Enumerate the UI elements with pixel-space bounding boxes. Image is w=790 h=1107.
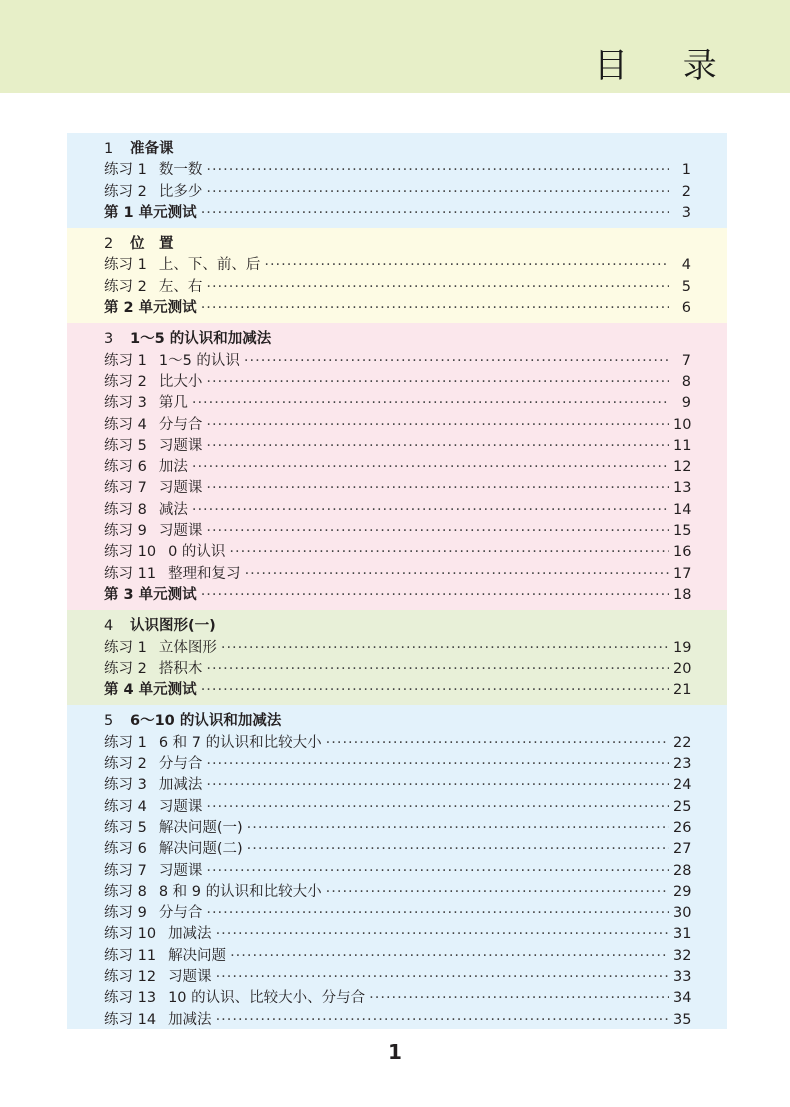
entry-page: 10 — [673, 416, 692, 433]
entry-label: 练习 13 — [104, 990, 157, 1007]
entry-label: 第 1 单元测试 — [104, 204, 197, 221]
entry-label: 练习 1 — [104, 639, 147, 656]
leader-dots — [206, 775, 669, 796]
section-title-text: 准备课 — [130, 141, 174, 157]
leader-dots — [247, 839, 669, 860]
leader-dots — [206, 754, 669, 775]
unit-test-entry[interactable] — [67, 680, 727, 701]
entry-page: 17 — [673, 565, 692, 582]
entry-label: 练习 11 — [104, 947, 157, 964]
toc-entry[interactable] — [67, 415, 727, 436]
entry-name: 解决问题(二) — [158, 841, 243, 858]
section-title-text: 位 置 — [130, 236, 174, 253]
toc-entry[interactable] — [67, 946, 727, 967]
entry-name: 比大小 — [158, 373, 203, 390]
section-number: 3 — [104, 331, 114, 348]
toc-entry[interactable] — [67, 818, 727, 839]
toc-entry[interactable] — [67, 924, 727, 945]
entry-page: 14 — [673, 501, 692, 518]
leader-dots — [221, 638, 669, 659]
leader-dots — [245, 564, 669, 585]
page-number: 1 — [388, 1040, 402, 1064]
table-of-contents — [67, 133, 727, 1029]
entry-label: 练习 2 — [104, 373, 147, 390]
leader-dots — [206, 861, 669, 882]
leader-dots — [201, 585, 669, 606]
entry-page: 2 — [681, 183, 691, 200]
entry-label: 练习 3 — [104, 777, 147, 794]
entry-label: 练习 7 — [104, 480, 147, 497]
entry-name: 上、下、前、后 — [158, 257, 261, 274]
leader-dots — [369, 988, 669, 1009]
leader-dots — [206, 659, 669, 680]
entry-name: 8 和 9 的认识和比较大小 — [158, 883, 322, 900]
toc-section-4 — [67, 610, 727, 705]
toc-entry[interactable] — [67, 754, 727, 775]
toc-section-1 — [67, 133, 727, 228]
section-title[interactable] — [67, 234, 727, 255]
toc-section-2 — [67, 228, 727, 323]
toc-entry[interactable] — [67, 839, 727, 860]
entry-page: 15 — [673, 523, 692, 540]
leader-dots — [192, 393, 669, 414]
entry-page: 29 — [673, 883, 692, 900]
entry-label: 练习 9 — [104, 905, 147, 922]
entry-label: 练习 4 — [104, 798, 147, 815]
toc-entry[interactable] — [67, 564, 727, 585]
entry-name: 分与合 — [158, 905, 203, 922]
entry-label: 练习 2 — [104, 183, 147, 200]
entry-page: 12 — [673, 459, 692, 476]
entry-label: 练习 2 — [104, 278, 147, 295]
toc-entry[interactable] — [67, 521, 727, 542]
leader-dots — [206, 903, 669, 924]
leader-dots — [206, 478, 669, 499]
entry-page: 20 — [673, 660, 692, 677]
entry-page: 9 — [681, 395, 691, 412]
leader-dots — [206, 521, 669, 542]
section-number: 5 — [104, 713, 114, 730]
entry-page: 22 — [673, 734, 692, 751]
toc-entry[interactable] — [67, 988, 727, 1009]
toc-entry[interactable] — [67, 967, 727, 988]
entry-name: 10 的认识、比较大小、分与合 — [168, 990, 366, 1007]
leader-dots — [201, 680, 669, 701]
entry-page: 32 — [673, 947, 692, 964]
entry-name: 习题课 — [158, 480, 203, 497]
section-number: 1 — [104, 141, 114, 157]
entry-page: 8 — [681, 373, 691, 390]
entry-name: 习题课 — [158, 862, 203, 879]
toc-entry[interactable] — [67, 478, 727, 499]
leader-dots — [230, 946, 669, 967]
toc-entry[interactable] — [67, 1010, 727, 1031]
section-title-text: 6～10 的认识和加减法 — [130, 713, 282, 730]
entry-label: 练习 10 — [104, 544, 157, 561]
toc-entry[interactable] — [67, 351, 727, 372]
entry-name: 习题课 — [158, 798, 203, 815]
leader-dots — [216, 1010, 669, 1031]
leader-dots — [206, 160, 669, 181]
toc-entry[interactable] — [67, 436, 727, 457]
leader-dots — [326, 882, 669, 903]
entry-page: 30 — [673, 905, 692, 922]
leader-dots — [192, 500, 669, 521]
entry-page: 26 — [673, 819, 692, 836]
entry-name: 习题课 — [158, 523, 203, 540]
entry-label: 练习 1 — [104, 352, 147, 369]
entry-label: 练习 12 — [104, 968, 157, 985]
toc-entry[interactable] — [67, 255, 727, 276]
entry-page: 24 — [673, 777, 692, 794]
toc-entry[interactable] — [67, 797, 727, 818]
entry-label: 练习 4 — [104, 416, 147, 433]
leader-dots — [206, 182, 669, 203]
leader-dots — [244, 351, 669, 372]
leader-dots — [201, 203, 669, 224]
entry-label: 练习 5 — [104, 437, 147, 454]
entry-label: 练习 10 — [104, 926, 157, 943]
entry-page: 34 — [673, 990, 692, 1007]
unit-test-entry[interactable] — [67, 203, 727, 224]
section-number: 4 — [104, 618, 114, 635]
toc-entry[interactable] — [67, 882, 727, 903]
entry-name: 减法 — [158, 501, 188, 518]
entry-name: 整理和复习 — [168, 565, 241, 582]
entry-name: 解决问题(一) — [158, 819, 243, 836]
leader-dots — [229, 542, 669, 563]
entry-name: 左、右 — [158, 278, 203, 295]
entry-name: 习题课 — [158, 437, 203, 454]
entry-label: 练习 7 — [104, 862, 147, 879]
entry-page: 27 — [673, 841, 692, 858]
entry-name: 6 和 7 的认识和比较大小 — [158, 734, 322, 751]
section-title[interactable] — [67, 139, 727, 160]
leader-dots — [206, 277, 669, 298]
entry-label: 练习 1 — [104, 257, 147, 274]
entry-label: 练习 5 — [104, 819, 147, 836]
entry-page: 6 — [681, 300, 691, 317]
entry-page: 33 — [673, 968, 692, 985]
entry-page: 3 — [681, 204, 691, 221]
leader-dots — [206, 415, 669, 436]
toc-section-3 — [67, 323, 727, 610]
section-title[interactable] — [67, 329, 727, 350]
unit-test-entry[interactable] — [67, 298, 727, 319]
entry-label: 练习 14 — [104, 1011, 157, 1028]
entry-page: 21 — [673, 682, 692, 699]
entry-name: 立体图形 — [158, 639, 217, 656]
toc-entry[interactable] — [67, 393, 727, 414]
entry-page: 23 — [673, 756, 692, 773]
entry-name: 第几 — [158, 395, 188, 412]
leader-dots — [326, 733, 669, 754]
entry-name: 数一数 — [158, 162, 203, 179]
entry-label: 练习 9 — [104, 523, 147, 540]
entry-page: 35 — [673, 1011, 692, 1028]
entry-name: 搭积木 — [158, 660, 203, 677]
toc-entry[interactable] — [67, 638, 727, 659]
entry-page: 13 — [673, 480, 692, 497]
entry-label: 练习 6 — [104, 459, 147, 476]
leader-dots — [247, 818, 669, 839]
leader-dots — [201, 298, 669, 319]
entry-name: 0 的认识 — [168, 544, 226, 561]
entry-name: 分与合 — [158, 416, 203, 433]
section-title-text: 1～5 的认识和加减法 — [130, 331, 272, 348]
toc-entry[interactable] — [67, 775, 727, 796]
entry-name: 分与合 — [158, 756, 203, 773]
entry-page: 19 — [673, 639, 692, 656]
entry-page: 1 — [681, 162, 691, 179]
toc-section-5 — [67, 705, 727, 1029]
leader-dots — [216, 924, 669, 945]
entry-page: 18 — [673, 586, 692, 603]
toc-entry[interactable] — [67, 903, 727, 924]
leader-dots — [192, 457, 669, 478]
unit-test-entry[interactable] — [67, 585, 727, 606]
entry-label: 练习 8 — [104, 883, 147, 900]
entry-label: 练习 1 — [104, 734, 147, 751]
leader-dots — [264, 255, 669, 276]
section-title[interactable] — [67, 616, 727, 637]
entry-label: 练习 2 — [104, 660, 147, 677]
entry-page: 11 — [673, 437, 692, 454]
leader-dots — [216, 967, 669, 988]
toc-entry[interactable] — [67, 500, 727, 521]
section-title[interactable] — [67, 711, 727, 732]
entry-label: 第 2 单元测试 — [104, 300, 197, 317]
entry-label: 第 4 单元测试 — [104, 682, 197, 699]
entry-page: 4 — [681, 257, 691, 274]
toc-entry[interactable] — [67, 372, 727, 393]
entry-label: 练习 11 — [104, 565, 157, 582]
entry-page: 28 — [673, 862, 692, 879]
toc-entry[interactable] — [67, 160, 727, 181]
entry-page: 5 — [681, 278, 691, 295]
section-title-text: 认识图形(一) — [130, 618, 216, 635]
entry-label: 第 3 单元测试 — [104, 586, 197, 603]
toc-entry[interactable] — [67, 457, 727, 478]
entry-label: 练习 6 — [104, 841, 147, 858]
entry-name: 习题课 — [168, 968, 212, 985]
entry-name: 1～5 的认识 — [158, 352, 240, 369]
entry-name: 加减法 — [158, 777, 203, 794]
toc-entry[interactable] — [67, 659, 727, 680]
toc-entry[interactable] — [67, 182, 727, 203]
leader-dots — [206, 372, 669, 393]
entry-label: 练习 3 — [104, 395, 147, 412]
entry-name: 加法 — [158, 459, 188, 476]
entry-name: 加减法 — [168, 926, 212, 943]
toc-entry[interactable] — [67, 861, 727, 882]
toc-entry[interactable] — [67, 542, 727, 563]
entry-page: 16 — [673, 544, 692, 561]
entry-label: 练习 8 — [104, 501, 147, 518]
toc-entry[interactable] — [67, 277, 727, 298]
page-title: 目 录 — [594, 46, 739, 86]
entry-page: 7 — [681, 352, 691, 369]
entry-name: 解决问题 — [168, 947, 227, 964]
entry-name: 加减法 — [168, 1011, 212, 1028]
entry-label: 练习 2 — [104, 756, 147, 773]
entry-label: 练习 1 — [104, 162, 147, 179]
entry-page: 31 — [673, 926, 692, 943]
toc-entry[interactable] — [67, 733, 727, 754]
section-number: 2 — [104, 236, 114, 253]
entry-name: 比多少 — [158, 183, 203, 200]
entry-page: 25 — [673, 798, 692, 815]
leader-dots — [206, 797, 669, 818]
leader-dots — [206, 436, 669, 457]
